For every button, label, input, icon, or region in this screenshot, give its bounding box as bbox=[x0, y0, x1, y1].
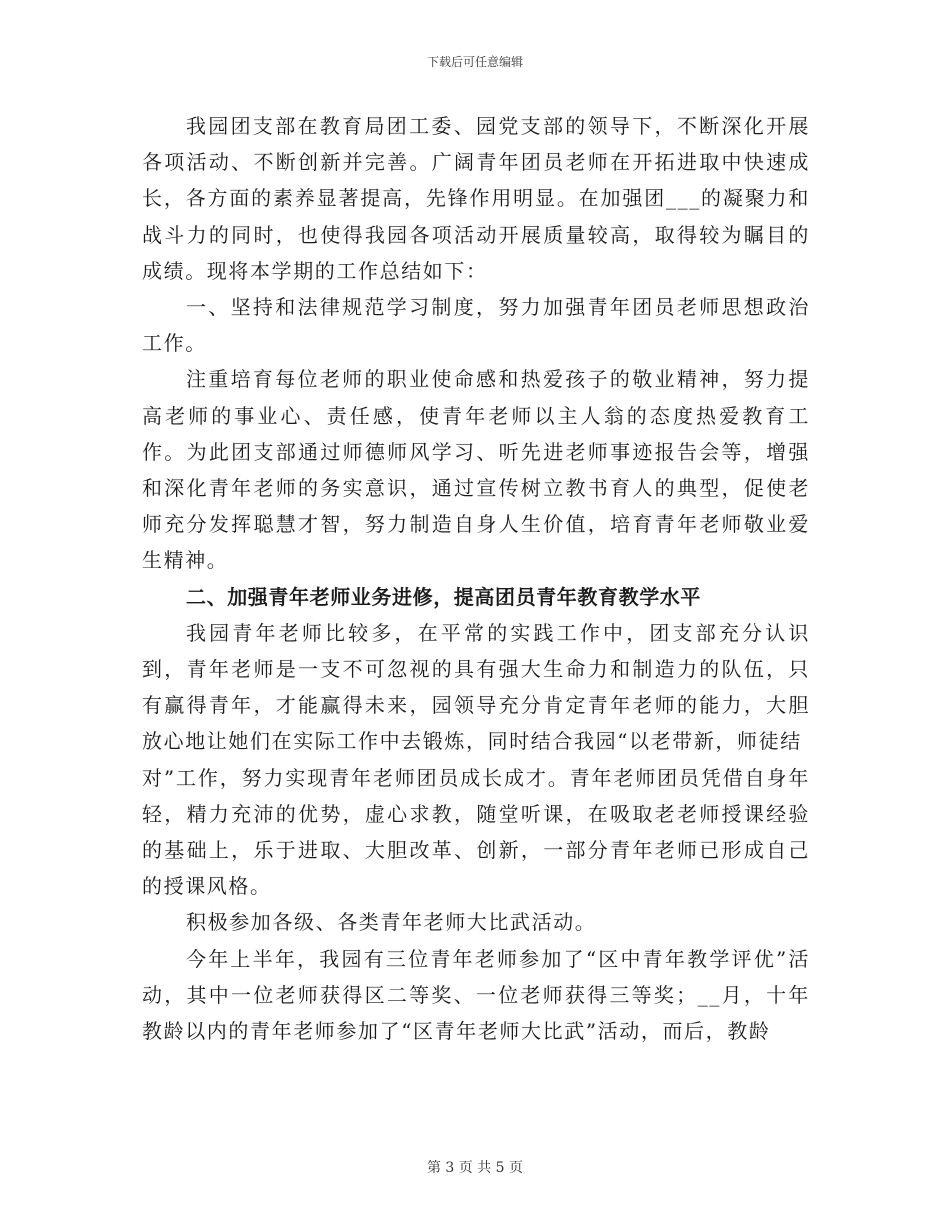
page-footer: 第 3 页 共 5 页 bbox=[426, 1160, 524, 1176]
page-header: 下载后可任意编辑 bbox=[426, 55, 523, 69]
first-half-year-paragraph: 今年上半年，我园有三位青年老师参加了“区中青年教学评优”活动，其中一位老师获得区二等奖、一位老师获得三等奖；__月，十年教龄以内的青年老师参加了“区青年老师大比武”活动，而后，教龄 bbox=[142, 946, 810, 1044]
section-two-paragraph: 我园青年老师比较多，在平常的实践工作中，团支部充分认识到，青年老师是一支不可忽视的具有强大生命力和制造力的队伍，只有赢得青年，才能赢得未来，园领导充分肯定青年老师的能力，大胆放心地让她们在实际工作中去锻炼，同时结合我园“以老带新，师徒结 对”工作，努力实现青年老师团员成长成才。青年老师团员凭借自身年轻，精力充沛的优势，虚心求教，随堂听课，在吸取老老师授课经验的基础上，乐于进取、大胆改革、创新，一部分青年老师已形成自己的授课风格。 bbox=[142, 620, 810, 899]
section-one-heading: 一、坚持和法律规范学习制度，努力加强青年团员老师思想政治工作。 bbox=[142, 295, 810, 356]
intro-paragraph: 我园团支部在教育局团工委、园党支部的领导下，不断深化开展各项活动、不断创新并完善。广阔青年团员老师在开拓进取中快速成长，各方面的素养显著提高，先锋作用明显。在加强团___的凝聚力和战斗力的同时，也使得我园各项活动开展质量较高，取得较为瞩目的成绩。现将本学期的工作总结如下： bbox=[142, 114, 810, 283]
section-two-heading: 二、加强青年老师业务进修，提高团员青年教育教学水平 bbox=[186, 584, 701, 609]
document-body bbox=[142, 108, 810, 1049]
section-one-paragraph: 注重培育每位老师的职业使命感和热爱孩子的敬业精神，努力提高老师的事业心、责任感，使青年老师以主人翁的态度热爱教育工作。为此团支部通过师德师风学习、听先进老师事迹报告会等，增强和深化青年老师的务实意识，通过宣传树立教书育人的典型，促使老师充分发挥聪慧才智，努力制造自身人生价值，培育青年老师敬业爱生精神。 bbox=[142, 367, 810, 573]
competition-paragraph: 积极参加各级、各类青年老师大比武活动。 bbox=[186, 910, 597, 935]
